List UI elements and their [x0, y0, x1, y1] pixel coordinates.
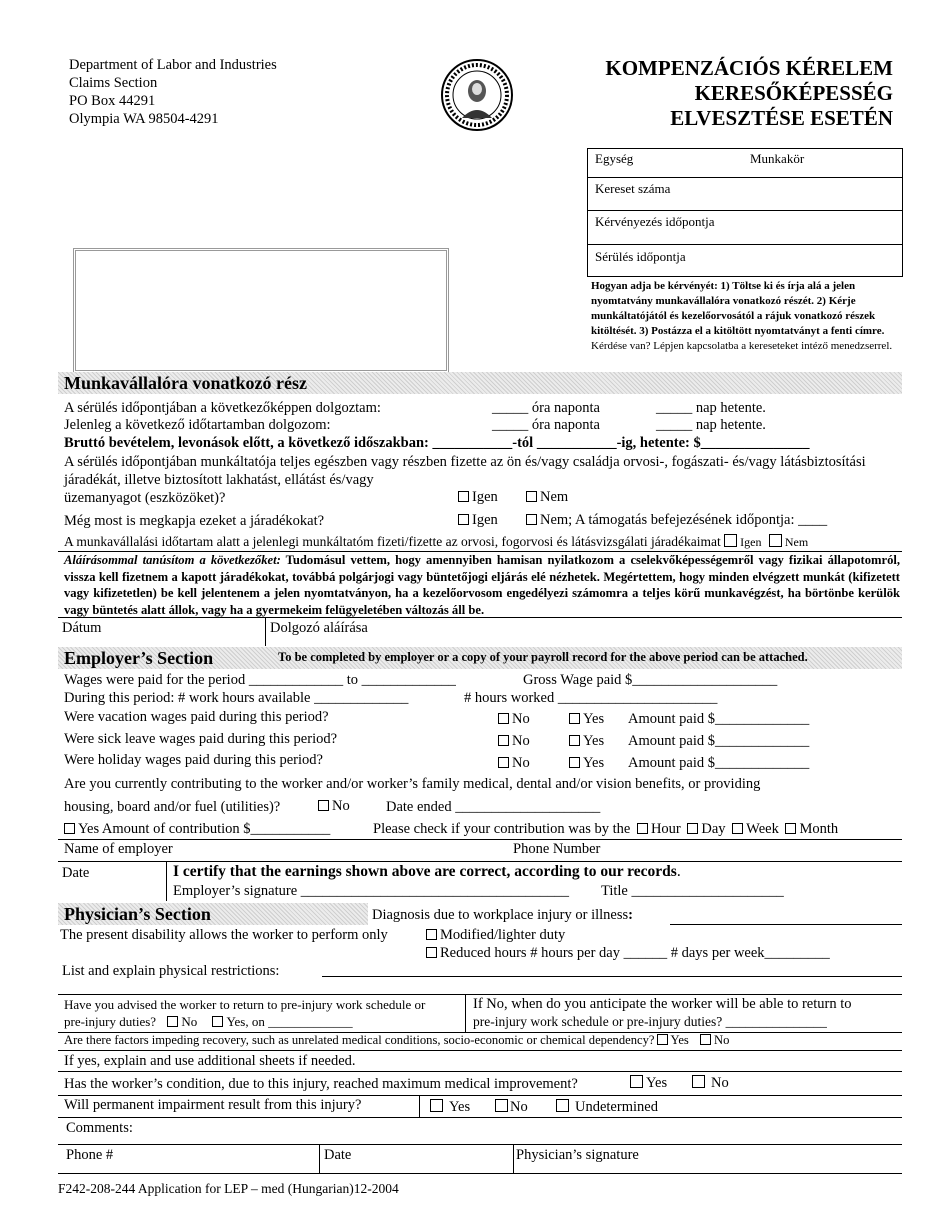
- still-receiving-no-option[interactable]: Nem; A támogatás befejezésének időpontja: ____: [526, 512, 827, 529]
- address-line-3: PO Box 44291: [69, 93, 156, 109]
- sick-leave-yes-option[interactable]: Yes: [569, 733, 604, 750]
- worker-signature-field[interactable]: Dolgozó aláírása: [270, 620, 368, 636]
- advised-no-option[interactable]: No: [181, 1014, 198, 1029]
- contribution-question-l1: Are you currently contributing to the worker and/or worker’s family medical, dental and/or vision benefits, or providing: [64, 776, 761, 792]
- hours-worked-field[interactable]: # hours worked ______________________: [464, 690, 718, 706]
- benefits-question-l1: A sérülés időpontjában munkáltatója teljes egészben vagy részben fizette az ön és/vagy családja orvosi-, fogászati- és/vagy látásbiztosítási: [64, 454, 866, 470]
- worker-section-title: Munkavállalóra vonatkozó rész: [64, 373, 307, 393]
- form-footer: F242-208-244 Application for LEP – med (Hungarian)12-2004: [58, 1181, 399, 1196]
- benefits-question-l2: járadékát, illetve biztosított lakhatást, ellátást és/vagy: [64, 472, 374, 488]
- job-field[interactable]: Munkakör: [750, 151, 805, 166]
- vacation-amount-field[interactable]: Amount paid $_____________: [628, 711, 810, 727]
- sick-leave-no-option[interactable]: No: [498, 733, 530, 750]
- address-window: [73, 248, 449, 373]
- impairment-undetermined-option[interactable]: Undetermined: [556, 1099, 658, 1116]
- checkbox-icon[interactable]: [692, 1075, 705, 1088]
- employer-section-title: Employer’s Section: [64, 648, 214, 668]
- form-title-line-2: KERESŐKÉPESSÉG: [694, 81, 893, 105]
- diagnosis-field[interactable]: Diagnosis due to workplace injury or illness:: [372, 907, 633, 923]
- unit-field[interactable]: Egység: [595, 151, 634, 166]
- instructions-contact: Kérdése van? Lépjen kapcsolatba a kereseteket intéző menedzserrel.: [591, 340, 893, 352]
- claim-number-field[interactable]: Kereset száma: [595, 181, 671, 196]
- address-line-1: Department of Labor and Industries: [69, 57, 277, 73]
- frequency-day[interactable]: Day: [701, 821, 726, 837]
- employer-section-header: [58, 647, 902, 669]
- form-title-line-3: ELVESZTÉSE ESETÉN: [670, 106, 893, 130]
- checkbox-icon[interactable]: [498, 713, 509, 724]
- advised-return-question: Have you advised the worker to return to pre-injury work schedule or pre-injury duties? No Yes, on _____________: [64, 997, 426, 1029]
- address-line-4: Olympia WA 98504-4291: [69, 111, 219, 127]
- worker-date-field[interactable]: Dátum: [62, 620, 102, 636]
- checkbox-icon[interactable]: [426, 947, 437, 958]
- checkbox-icon[interactable]: [637, 823, 648, 834]
- instructions-bold: Hogyan adja be kérvényét: 1) Töltse ki és írja alá a jelen nyomtatvány munkavállalóra vonatkozó részét. 2) Kérje munkáltatójától és kezelőorvosától a rájuk vonatkozó részek kitöltését. 3) Postázza el a kitöltött nyomtatványt a fenti címre.: [591, 280, 885, 337]
- gross-wage-field[interactable]: Gross Wage paid $____________________: [523, 672, 778, 688]
- checkbox-icon[interactable]: [630, 1075, 643, 1088]
- physician-section-header: [58, 903, 368, 925]
- hours-per-day-at-injury[interactable]: _____ óra naponta: [492, 400, 600, 416]
- checkbox-icon[interactable]: [498, 735, 509, 746]
- checkbox-icon[interactable]: [526, 514, 537, 525]
- benefits-yes-option[interactable]: Igen: [458, 489, 498, 506]
- checkbox-icon[interactable]: [426, 929, 437, 940]
- holiday-yes-option[interactable]: Yes: [569, 755, 604, 772]
- contribution-frequency: Please check if your contribution was by the Hour Day Week Month: [373, 821, 839, 837]
- current-employer-benefits-question: A munkavállalási időtartam alatt a jelenlegi munkáltatóm fizeti/fizette az orvosi, fogorvosi és látásvizsgálati járadékaimat Igen Nem: [64, 534, 809, 549]
- contribution-date-ended-field[interactable]: Date ended ____________________: [386, 799, 601, 815]
- vacation-yes-option[interactable]: Yes: [569, 711, 604, 728]
- restrictions-label: List and explain physical restrictions:: [62, 963, 280, 979]
- still-receiving-yes-option[interactable]: Igen: [458, 512, 498, 529]
- state-seal-logo: [440, 58, 514, 132]
- employer-certify-statement: I certify that the earnings shown above are correct, according to our records.: [173, 863, 681, 880]
- worker-certification: Aláírásommal tanúsítom a következőket: Tudomásul vettem, hogy amennyiben hamisan nyilatkozom a cselekvőképességemről vagy fizikai állapotomról, vissza kell fizetnem a kapott járadékokat, továbbá polgárjogi vagy büntetőjogi eljárás elé nézhetek. Megértettem, hogy minden elvégzett munkát (kifizetett vagy kifizetetlen) be kell jelentenem a jelen nyomtatványon, ha a kezelőorvosom engedélyezi számomra a teljes körű munkavégzést, ha börtönbe kerülök vagy büntetés alatt állok, vagy ha a gyermekeim felügyeletében változás áll be.: [64, 553, 901, 617]
- checkbox-icon[interactable]: [526, 491, 537, 502]
- checkbox-icon[interactable]: [657, 1034, 668, 1045]
- worker-section-header: [58, 372, 902, 394]
- employer-date-field[interactable]: Date: [62, 865, 90, 881]
- employer-phone-field[interactable]: Phone Number: [513, 841, 601, 857]
- checkbox-icon[interactable]: [64, 823, 75, 834]
- worker-row-at-injury: A sérülés időpontjában a következőképpen dolgoztam:: [64, 400, 381, 416]
- reduced-hours-option[interactable]: Reduced hours # hours per day ______ # days per week_________: [426, 945, 830, 962]
- contribution-question-l2: housing, board and/or fuel (utilities)?: [64, 799, 281, 815]
- submission-instructions: [591, 279, 896, 354]
- checkbox-icon[interactable]: [769, 534, 782, 547]
- physician-phone-field[interactable]: Phone #: [66, 1147, 114, 1163]
- employer-title-field[interactable]: Title _____________________: [601, 883, 784, 899]
- holiday-question: Were holiday wages paid during this period?: [64, 752, 323, 768]
- checkbox-icon[interactable]: [458, 514, 469, 525]
- impeding-factors-question: Are there factors impeding recovery, such as unrelated medical conditions, socio-economic or chemical dependency? Yes No: [64, 1033, 730, 1047]
- benefits-no-option[interactable]: Nem: [526, 489, 568, 506]
- days-per-week-at-injury[interactable]: _____ nap hetente.: [656, 400, 766, 416]
- vacation-question: Were vacation wages paid during this period?: [64, 709, 329, 725]
- checkbox-icon[interactable]: [498, 757, 509, 768]
- checkbox-icon[interactable]: [732, 823, 743, 834]
- holiday-amount-field[interactable]: Amount paid $_____________: [628, 755, 810, 771]
- employer-name-field[interactable]: Name of employer: [64, 841, 173, 857]
- checkbox-icon[interactable]: [495, 1099, 508, 1112]
- mmi-question: Has the worker’s condition, due to this injury, reached maximum medical improvement?: [64, 1076, 578, 1092]
- checkbox-icon[interactable]: [556, 1099, 569, 1112]
- physician-signature-field[interactable]: Physician’s signature: [516, 1147, 639, 1163]
- gross-income-row[interactable]: Bruttó bevételem, levonások előtt, a következő időszakban: ___________-tól ___________-ig, hetente: $_______________: [64, 435, 810, 451]
- holiday-no-option[interactable]: No: [498, 755, 530, 772]
- checkbox-icon[interactable]: [212, 1016, 223, 1027]
- advised-yes-option[interactable]: Yes, on _____________: [226, 1014, 353, 1029]
- still-receiving-question: Még most is megkapja ezeket a járadékokat?: [64, 513, 325, 529]
- physician-date-field[interactable]: Date: [324, 1147, 352, 1163]
- checkbox-icon[interactable]: [318, 800, 329, 811]
- sick-leave-amount-field[interactable]: Amount paid $_____________: [628, 733, 810, 749]
- checkbox-icon[interactable]: [569, 713, 580, 724]
- days-per-week-current[interactable]: _____ nap hetente.: [656, 417, 766, 433]
- if-yes-explain-field[interactable]: If yes, explain and use additional sheets if needed.: [64, 1053, 356, 1069]
- contribution-no-option[interactable]: No: [318, 798, 350, 815]
- hours-per-day-current[interactable]: _____ óra naponta: [492, 417, 600, 433]
- frequency-week[interactable]: Week: [746, 821, 779, 837]
- checkbox-icon[interactable]: [458, 491, 469, 502]
- worker-row-current: Jelenleg a következő időtartamban dolgozom:: [64, 417, 331, 433]
- form-title-line-1: KOMPENZÁCIÓS KÉRELEM: [605, 56, 893, 80]
- frequency-month[interactable]: Month: [799, 821, 839, 837]
- checkbox-icon[interactable]: [569, 735, 580, 746]
- factors-yes-option[interactable]: Yes: [670, 1033, 689, 1047]
- employer-signature-field[interactable]: Employer’s signature _____________________________________: [173, 883, 570, 899]
- checkbox-icon[interactable]: [167, 1016, 178, 1027]
- factors-no-option[interactable]: No: [713, 1033, 730, 1047]
- impairment-question: Will permanent impairment result from this injury?: [64, 1097, 362, 1113]
- checkbox-icon[interactable]: [785, 823, 796, 834]
- physician-section-title: Physician’s Section: [64, 904, 211, 924]
- address-line-2: Claims Section: [69, 75, 158, 91]
- checkbox-icon[interactable]: [430, 1099, 443, 1112]
- checkbox-icon[interactable]: [700, 1034, 711, 1045]
- restrictions-field[interactable]: [322, 976, 902, 977]
- wage-period-field[interactable]: Wages were paid for the period _____________ to _____________: [64, 672, 456, 688]
- checkbox-icon[interactable]: [724, 534, 737, 547]
- anticipated-return-question[interactable]: If No, when do you anticipate the worker will be able to return to pre-injury work schedule or pre-injury duties? _______________: [473, 996, 852, 1029]
- perform-only-label: The present disability allows the worker to perform only: [60, 927, 388, 943]
- modified-duty-option[interactable]: Modified/lighter duty: [426, 927, 565, 944]
- comments-field[interactable]: Comments:: [66, 1120, 133, 1136]
- checkbox-icon[interactable]: [569, 757, 580, 768]
- impairment-no-option[interactable]: No: [495, 1099, 528, 1116]
- checkbox-icon[interactable]: [687, 823, 698, 834]
- employer-section-note: To be completed by employer or a copy of your payroll record for the above period can be attached.: [278, 650, 808, 664]
- mmi-no-option[interactable]: No: [692, 1075, 729, 1092]
- sick-leave-question: Were sick leave wages paid during this period?: [64, 731, 338, 747]
- benefits-question-l3: üzemanyagot (eszközöket)?: [64, 490, 226, 506]
- mmi-yes-option[interactable]: Yes: [630, 1075, 667, 1092]
- impairment-yes-option[interactable]: Yes: [430, 1099, 470, 1116]
- application-date-field[interactable]: Kérvényezés időpontja: [595, 214, 715, 229]
- contribution-yes-amount[interactable]: Yes Amount of contribution $___________: [64, 821, 330, 838]
- work-hours-available-field[interactable]: During this period: # work hours available _____________: [64, 690, 409, 706]
- injury-date-field[interactable]: Sérülés időpontja: [595, 249, 686, 264]
- vacation-no-option[interactable]: No: [498, 711, 530, 728]
- frequency-hour[interactable]: Hour: [650, 821, 681, 837]
